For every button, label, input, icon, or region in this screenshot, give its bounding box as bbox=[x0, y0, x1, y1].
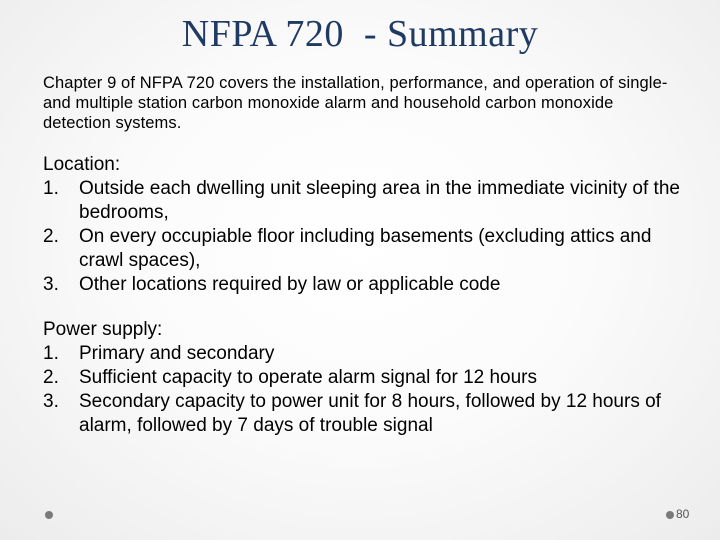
list-item-text: Primary and secondary bbox=[79, 343, 275, 364]
list-item-text: Secondary capacity to power unit for 8 hours, followed by 12 hours of alarm, followed by 7 days of trouble signal bbox=[79, 391, 661, 436]
power-supply-item bbox=[43, 342, 693, 366]
power-supply-section bbox=[43, 318, 693, 438]
list-number: 3. bbox=[43, 274, 59, 295]
power-supply-item bbox=[43, 366, 693, 390]
intro-paragraph: Chapter 9 of NFPA 720 covers the installation, performance, and operation of single- and multiple station carbon monoxide alarm and household carbon monoxide detection systems. bbox=[43, 74, 668, 132]
list-number: 1. bbox=[43, 343, 59, 364]
list-number: 2. bbox=[43, 226, 59, 247]
location-list bbox=[43, 177, 693, 297]
list-number: 2. bbox=[43, 367, 59, 388]
list-number: 1. bbox=[43, 178, 59, 199]
footer-bullet-left-icon bbox=[45, 511, 53, 519]
power-supply-list bbox=[43, 342, 693, 438]
slide-title: NFPA 720 - Summary bbox=[181, 13, 539, 55]
power-supply-heading: Power supply: bbox=[43, 319, 163, 340]
location-section bbox=[43, 153, 693, 297]
list-number: 3. bbox=[43, 391, 59, 412]
location-item bbox=[43, 273, 693, 297]
list-item-text: Other locations required by law or applicable code bbox=[79, 274, 501, 295]
list-item-text: Outside each dwelling unit sleeping area in the immediate vicinity of the bedrooms, bbox=[79, 178, 680, 223]
location-heading: Location: bbox=[43, 154, 121, 175]
list-item-text: Sufficient capacity to operate alarm signal for 12 hours bbox=[79, 367, 538, 388]
location-item bbox=[43, 177, 693, 225]
location-item bbox=[43, 225, 693, 273]
page-number: 80 bbox=[676, 507, 690, 521]
power-supply-item bbox=[43, 390, 693, 438]
list-item-text: On every occupiable floor including basements (excluding attics and crawl spaces), bbox=[79, 226, 652, 271]
footer-bullet-right-icon bbox=[666, 511, 674, 519]
